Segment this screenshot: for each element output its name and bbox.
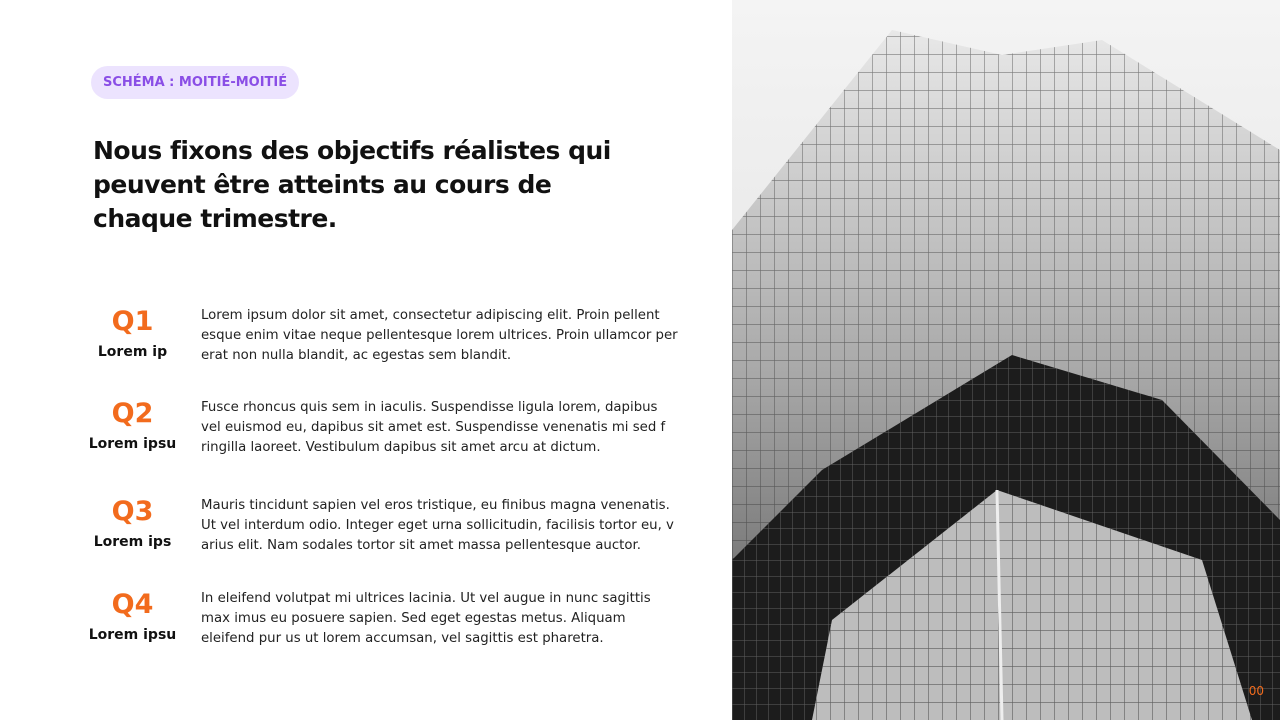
skyscraper-image	[732, 0, 1280, 720]
page-number: 00	[1248, 684, 1264, 698]
quarter-row	[80, 306, 690, 376]
quarter-text: In eleifend volutpat mi ultrices lacinia. Ut vel augue in nunc sagittis max imus eu posuere sapien. Sed eget egestas metus. Aliquam eleifend pur us ut lorem accumsan, vel sagittis est pharetra.	[201, 591, 651, 646]
slide-title: Nous fixons des objectifs réalistes qui peuvent être atteints au cours de chaque trimestre.	[93, 136, 611, 233]
layout-badge: SCHÉMA : MOITIÉ-MOITIÉ	[91, 66, 299, 99]
quarter-row	[80, 398, 690, 468]
building-photo	[732, 0, 1280, 720]
quarter-row	[80, 496, 690, 566]
quarter-sublabel: Lorem ips	[93, 534, 172, 550]
quarter-sublabel: Lorem ip	[97, 344, 168, 360]
quarter-text: Fusce rhoncus quis sem in iaculis. Suspendisse ligula lorem, dapibus vel euismod eu, dapibus sit amet est. Suspendisse venenatis mi sed f ringilla laoreet. Vestibulum dapibus sit amet arcu at dictum.	[201, 400, 666, 455]
quarter-label: Q4	[111, 589, 154, 620]
quarter-label: Q2	[111, 398, 154, 429]
quarter-label: Q3	[111, 496, 154, 527]
quarter-text: Lorem ipsum dolor sit amet, consectetur adipiscing elit. Proin pellent esque enim vitae neque pellentesque lorem ultrices. Proin ullamcor per erat non nulla blandit, ac egestas sem blandit.	[201, 308, 678, 363]
quarter-sublabel: Lorem ipsu	[88, 627, 177, 643]
quarter-row	[80, 589, 690, 659]
quarter-sublabel: Lorem ipsu	[88, 436, 177, 452]
quarter-label: Q1	[111, 306, 154, 337]
quarter-text: Mauris tincidunt sapien vel eros tristique, eu finibus magna venenatis. Ut vel interdum odio. Integer eget urna sollicitudin, facilisis tortor eu, v arius elit. Nam sodales tortor sit amet massa pellentesque auctor.	[201, 498, 674, 553]
